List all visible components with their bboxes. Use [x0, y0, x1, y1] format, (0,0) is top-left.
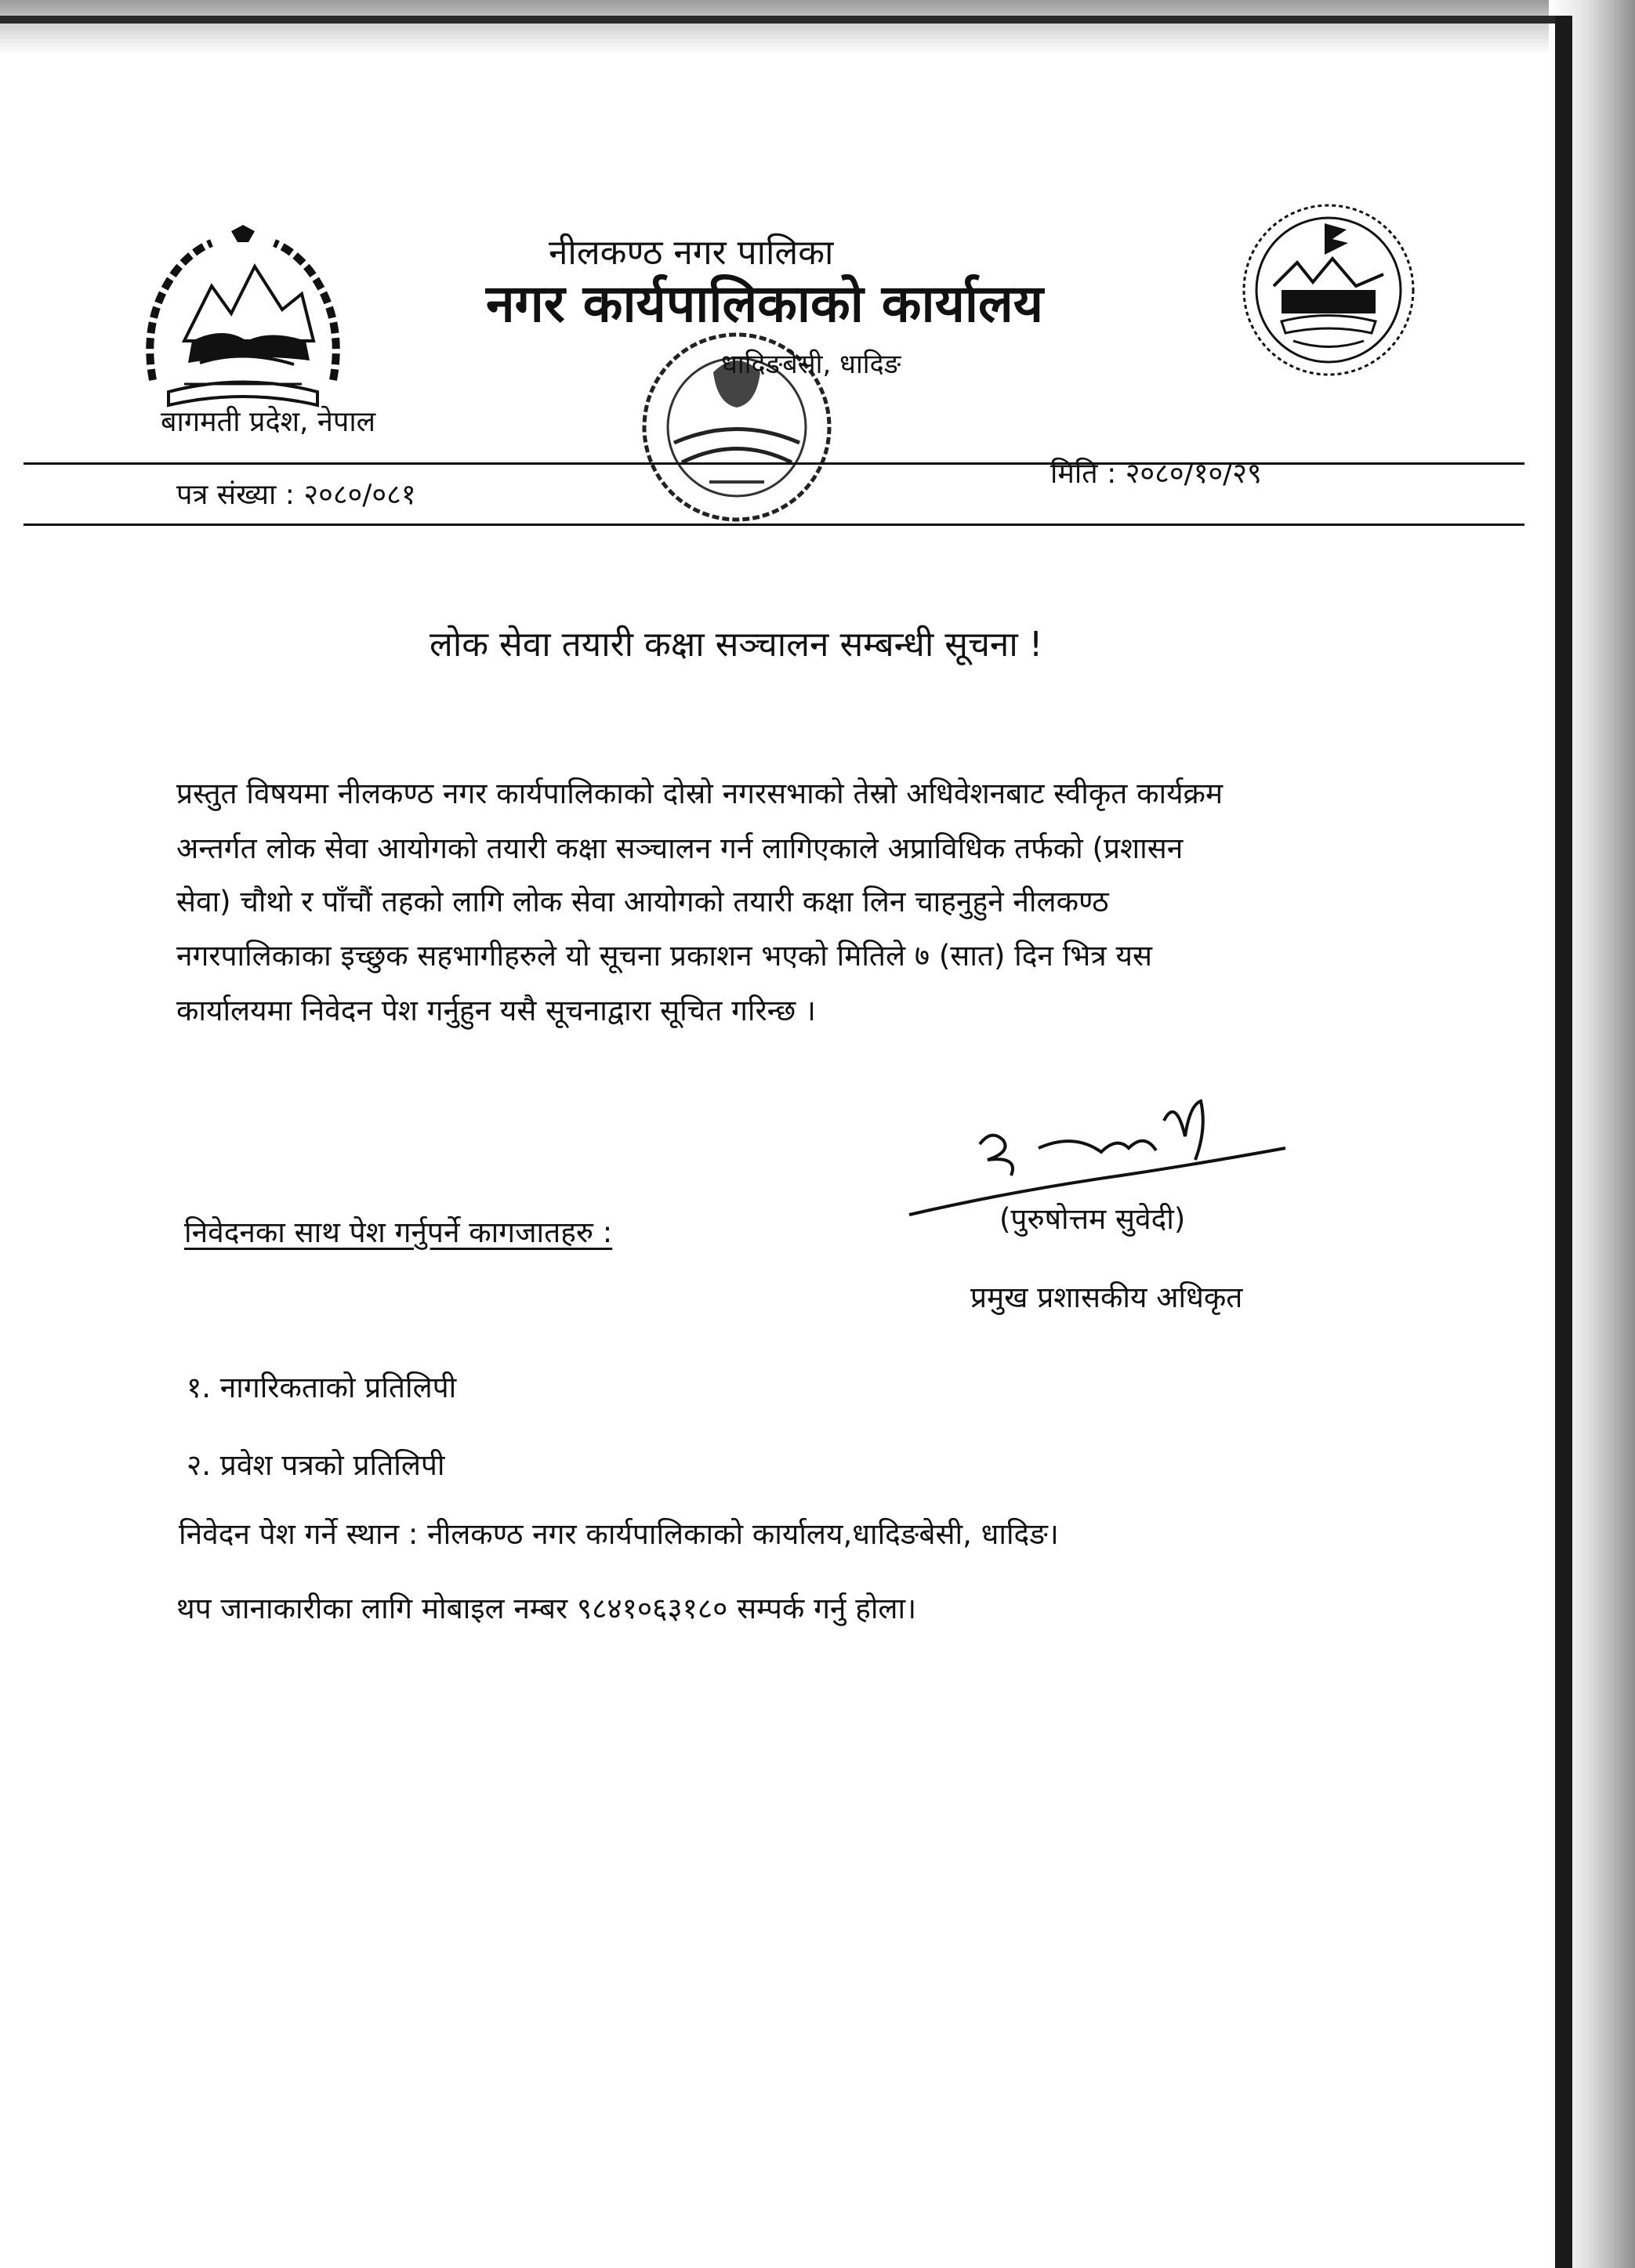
notice-body-line: सेवा) चौथो र पाँचौं तहको लागि लोक सेवा आयोगको तयारी कक्षा लिन चाहनुहुने नीलकण्ठ	[176, 885, 1109, 918]
office-name: नगर कार्यपालिकाको कार्यालय	[486, 274, 1043, 334]
signatory-position: प्रमुख प्रशासकीय अधिकृत	[970, 1281, 1243, 1314]
municipality-name: नीलकण्ठ नगर पालिका	[549, 233, 834, 273]
notice-body-line: नगरपालिकाका इच्छुक सहभागीहरुले यो सूचना प्रकाशन भएको मितिले ७ (सात) दिन भित्र यस	[176, 939, 1152, 973]
page-top-border	[0, 16, 1572, 24]
notice-body-line: कार्यालयमा निवेदन पेश गर्नुहुन यसै सूचनाद्वारा सूचित गरिन्छ ।	[176, 994, 816, 1027]
letter-number: पत्र संख्या : २०८०/०८१	[176, 479, 416, 511]
province-country: बागमती प्रदेश, नेपाल	[161, 406, 376, 438]
page-right-border	[1555, 16, 1572, 2268]
municipality-logo-icon	[1238, 200, 1419, 380]
scan-edge-top	[0, 0, 1635, 55]
notice-body-line: प्रस्तुत विषयमा नीलकण्ठ नगर कार्यपालिकाको दोस्रो नगरसभाको तेस्रो अधिवेशनबाट स्वीकृत कार्यक्रम	[176, 777, 1224, 810]
contact-info: थप जानाकारीका लागि मोबाइल नम्बर ९८४१०६३१८० सम्पर्क गर्नु होला।	[176, 1592, 917, 1625]
notice-body-line: अन्तर्गत लोक सेवा आयोगको तयारी कक्षा सञ्चालन गर्न लागिएकाले अप्राविधिक तर्फको (प्रशासन	[176, 831, 1184, 865]
notice-title: लोक सेवा तयारी कक्षा सञ्चालन सम्बन्धी सूचना !	[430, 625, 1043, 665]
office-location: धादिङबेसी, धादिङ	[721, 349, 901, 380]
list-item: २. प्रवेश पत्रको प्रतिलिपी	[187, 1448, 445, 1482]
signatory-name: (पुरुषोत्तम सुवेदी)	[999, 1202, 1186, 1236]
nepal-emblem-icon	[137, 223, 349, 411]
list-item: १. नागरिकताको प्रतिलिपी	[187, 1371, 457, 1404]
letter-date: मिति : २०८०/१०/२९	[1050, 458, 1262, 490]
header-rule-top	[24, 462, 1524, 465]
header-rule-bottom	[24, 524, 1524, 526]
required-documents-heading: निवेदनका साथ पेश गर्नुपर्ने कागजातहरु :	[184, 1216, 613, 1249]
application-place: निवेदन पेश गर्ने स्थान : नीलकण्ठ नगर कार्यपालिकाको कार्यालय,धादिङबेसी, धादिङ।	[179, 1517, 1059, 1551]
